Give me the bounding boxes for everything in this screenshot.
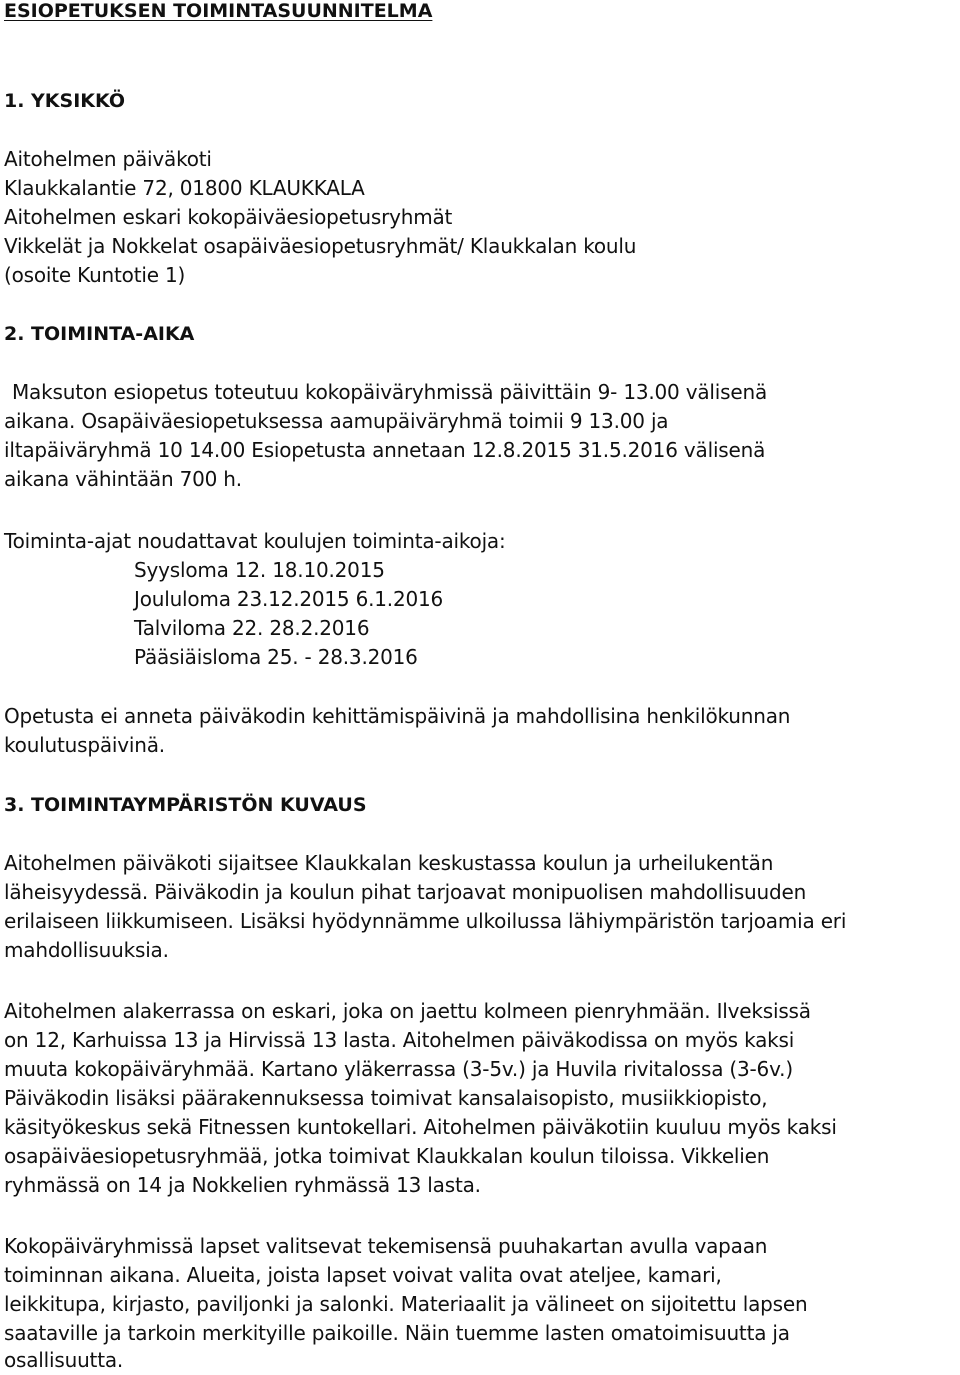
paragraph-line: erilaiseen liikkumiseen. Lisäksi hyödynnämme ulkoilussa lähiympäristön tarjoamia eri <box>4 909 847 933</box>
section-heading-environment: 3. TOIMINTAYMPÄRISTÖN KUVAUS <box>4 794 367 816</box>
unit-line: Aitohelmen eskari kokopäiväesiopetusryhmät <box>4 205 453 229</box>
paragraph-line: saataville ja tarkoin merkityille paikoille. Näin tuemme lasten omatoimisuutta ja <box>4 1321 790 1345</box>
paragraph-line: on 12, Karhuissa 13 ja Hirvissä 13 lasta. Aitohelmen päiväkodissa on myös kaksi <box>4 1028 795 1052</box>
paragraph-line: aikana vähintään 700 h. <box>4 467 242 491</box>
unit-line: Klaukkalantie 72, 01800 KLAUKKALA <box>4 176 365 200</box>
paragraph-line: läheisyydessä. Päiväkodin ja koulun pihat tarjoavat monipuolisen mahdollisuuden <box>4 880 807 904</box>
section-heading-unit: 1. YKSIKKÖ <box>4 90 126 112</box>
paragraph-line: käsityökeskus sekä Fitnessen kuntokellari. Aitohelmen päiväkotiin kuuluu myös kaksi <box>4 1115 837 1139</box>
paragraph-line: koulutuspäivinä. <box>4 733 165 757</box>
paragraph-line: muuta kokopäiväryhmää. Kartano yläkerrassa (3-5v.) ja Huvila rivitalossa (3-6v.) <box>4 1057 793 1081</box>
holiday-item: Talviloma 22. 28.2.2016 <box>134 616 370 640</box>
paragraph-line: Opetusta ei anneta päiväkodin kehittämispäivinä ja mahdollisina henkilökunnan <box>4 704 791 728</box>
unit-line: (osoite Kuntotie 1) <box>4 263 186 287</box>
paragraph-line: osapäiväesiopetusryhmää, jotka toimivat Klaukkalan koulun tiloissa. Vikkelien <box>4 1144 770 1168</box>
paragraph-line: Maksuton esiopetus toteutuu kokopäiväryhmissä päivittäin 9- 13.00 välisenä <box>12 380 768 404</box>
paragraph-line: toiminnan aikana. Alueita, joista lapset voivat valita ovat ateljee, kamari, <box>4 1263 722 1287</box>
paragraph-line: leikkitupa, kirjasto, paviljonki ja salonki. Materiaalit ja välineet on sijoitettu lapsen <box>4 1292 808 1316</box>
unit-line: Aitohelmen päiväkoti <box>4 147 212 171</box>
paragraph-line: osallisuutta. <box>4 1348 124 1372</box>
holiday-item: Syysloma 12. 18.10.2015 <box>134 558 385 582</box>
holiday-item: Pääsiäisloma 25. - 28.3.2016 <box>134 645 418 669</box>
paragraph-line: Kokopäiväryhmissä lapset valitsevat tekemisensä puuhakartan avulla vapaan <box>4 1234 768 1258</box>
document-title: ESIOPETUKSEN TOIMINTASUUNNITELMA <box>4 0 433 22</box>
paragraph-line: Aitohelmen alakerrassa on eskari, joka on jaettu kolmeen pienryhmään. Ilveksissä <box>4 999 811 1023</box>
holiday-item: Joululoma 23.12.2015 6.1.2016 <box>134 587 444 611</box>
holidays-intro: Toiminta-ajat noudattavat koulujen toiminta-aikoja: <box>4 529 506 553</box>
paragraph-line: ryhmässä on 14 ja Nokkelien ryhmässä 13 lasta. <box>4 1173 481 1197</box>
unit-line: Vikkelät ja Nokkelat osapäiväesiopetusryhmät/ Klaukkalan koulu <box>4 234 637 258</box>
section-heading-operating-time: 2. TOIMINTA-AIKA <box>4 323 195 345</box>
paragraph-line: Päiväkodin lisäksi päärakennuksessa toimivat kansalaisopisto, musiikkiopisto, <box>4 1086 768 1110</box>
paragraph-line: mahdollisuuksia. <box>4 938 169 962</box>
paragraph-line: aikana. Osapäiväesiopetuksessa aamupäiväryhmä toimii 9 13.00 ja <box>4 409 669 433</box>
paragraph-line: iltapäiväryhmä 10 14.00 Esiopetusta annetaan 12.8.2015 31.5.2016 välisenä <box>4 438 766 462</box>
paragraph-line: Aitohelmen päiväkoti sijaitsee Klaukkalan keskustassa koulun ja urheilukentän <box>4 851 774 875</box>
